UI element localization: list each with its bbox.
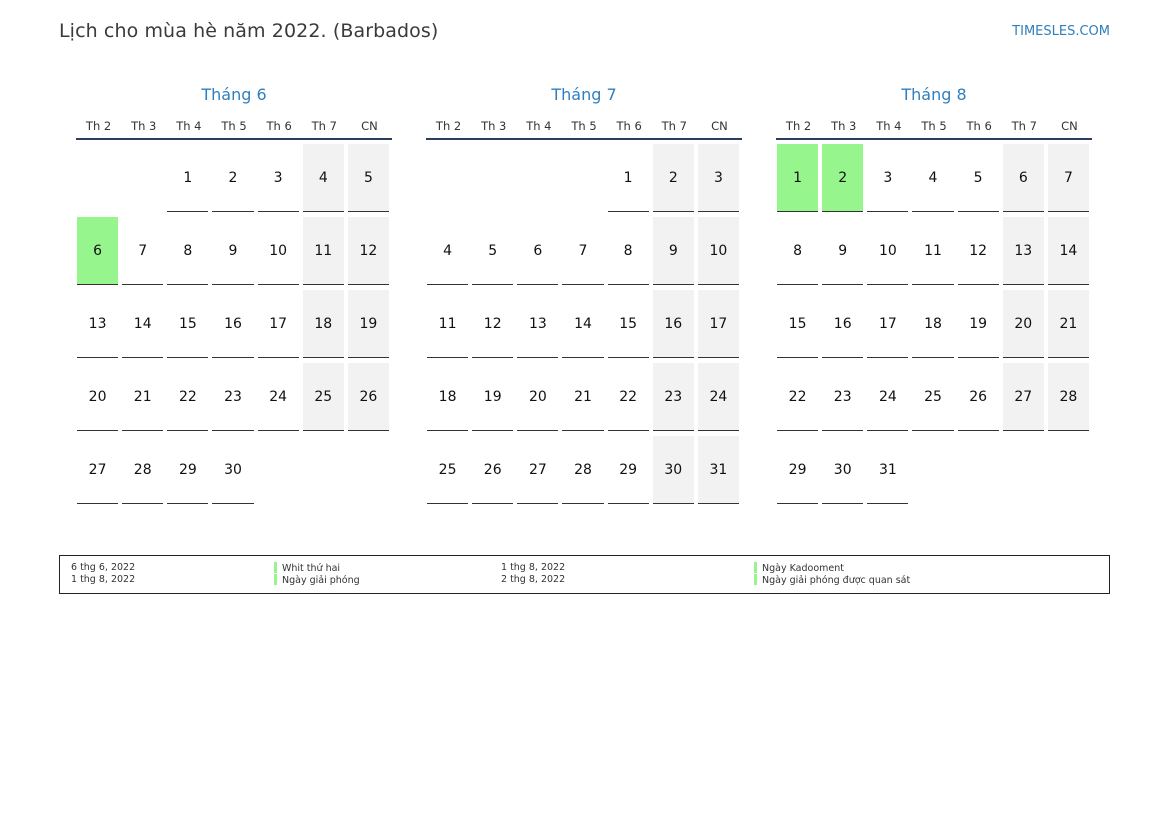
empty-cell [257,436,302,509]
day-number: 27 [77,436,118,504]
day-cell[interactable] [516,290,561,363]
day-cell[interactable] [257,290,302,363]
day-cell[interactable] [211,436,256,509]
day-number: 16 [822,290,863,358]
legend-names-col-1 [274,562,360,586]
day-cell[interactable] [76,217,121,290]
day-number: 2 [212,144,253,212]
day-cell[interactable] [166,144,211,217]
day-cell[interactable] [561,217,606,290]
day-number: 24 [258,363,299,431]
day-number: 30 [653,436,694,504]
day-cell[interactable] [561,363,606,436]
legend-holiday-name: Ngày giải phóng được quan sát [762,575,911,586]
day-number: 28 [1048,363,1089,431]
month-title: Tháng 7 [551,85,617,104]
holiday-color-marker [754,562,757,573]
day-cell[interactable] [866,290,911,363]
day-number: 31 [698,436,739,504]
day-cell[interactable] [866,217,911,290]
day-cell[interactable] [607,436,652,509]
day-cell[interactable] [776,363,821,436]
day-cell[interactable] [821,217,866,290]
day-number: 9 [212,217,253,285]
legend-names-col-2 [754,562,910,586]
day-cell[interactable] [302,217,347,290]
month-grid [76,144,392,509]
legend-dates-col-2 [501,562,565,586]
day-number: 30 [212,436,253,504]
day-number: 29 [777,436,818,504]
day-cell[interactable] [166,436,211,509]
day-cell[interactable] [561,436,606,509]
weekday-label: Th 6 [966,119,992,133]
day-number: 9 [822,217,863,285]
day-number: 9 [653,217,694,285]
day-number: 8 [167,217,208,285]
weekday-label: Th 6 [616,119,642,133]
day-number: 6 [517,217,558,285]
day-number: 5 [958,144,999,212]
day-cell[interactable] [1002,144,1047,217]
week-row [426,290,742,363]
weekday-label: Th 4 [176,119,202,133]
empty-cell [516,144,561,217]
holiday-color-marker [274,562,277,573]
day-number: 5 [472,217,513,285]
day-number: 7 [562,217,603,285]
week-row [76,436,392,509]
weekday-label: Th 2 [785,119,812,133]
day-number: 25 [427,436,468,504]
day-cell[interactable] [257,217,302,290]
day-cell[interactable] [911,144,956,217]
day-number: 15 [167,290,208,358]
day-number: 21 [1048,290,1089,358]
legend-holiday-name: Ngày giải phóng [282,575,360,586]
empty-cell [302,436,347,509]
day-number: 10 [867,217,908,285]
holiday-color-marker [754,574,757,585]
holiday-color-marker [274,574,277,585]
day-cell[interactable] [652,436,697,509]
day-number: 10 [698,217,739,285]
day-number: 15 [608,290,649,358]
day-cell[interactable] [561,290,606,363]
day-cell[interactable] [471,290,516,363]
day-number: 17 [258,290,299,358]
day-number: 4 [912,144,953,212]
day-cell[interactable] [652,363,697,436]
empty-cell [911,436,956,509]
day-cell[interactable] [821,144,866,217]
day-number: 20 [517,363,558,431]
day-number: 25 [303,363,344,431]
month-grid [426,144,742,509]
day-cell[interactable] [211,144,256,217]
day-cell[interactable] [76,290,121,363]
day-cell[interactable] [866,144,911,217]
day-cell[interactable] [652,217,697,290]
day-cell[interactable] [1002,363,1047,436]
day-number: 21 [122,363,163,431]
day-number: 24 [698,363,739,431]
day-number: 3 [867,144,908,212]
day-number: 17 [698,290,739,358]
day-cell[interactable] [866,363,911,436]
day-cell[interactable] [652,144,697,217]
day-number: 23 [822,363,863,431]
day-number: 24 [867,363,908,431]
day-number: 4 [427,217,468,285]
holiday-legend [59,555,1110,594]
day-cell[interactable] [652,290,697,363]
day-cell[interactable] [697,144,742,217]
day-number: 28 [122,436,163,504]
day-cell[interactable] [426,290,471,363]
day-cell[interactable] [697,290,742,363]
day-cell[interactable] [257,363,302,436]
day-number: 29 [167,436,208,504]
day-cell[interactable] [821,363,866,436]
legend-holiday [274,574,360,586]
week-row [426,363,742,436]
day-cell[interactable] [347,217,392,290]
weekday-label: Th 7 [311,119,337,133]
day-cell[interactable] [697,363,742,436]
day-cell[interactable] [302,290,347,363]
weekday-header [76,118,392,140]
day-number: 11 [303,217,344,285]
weekday-label: Th 3 [831,119,857,133]
day-number: 14 [562,290,603,358]
day-cell[interactable] [471,217,516,290]
day-cell[interactable] [347,363,392,436]
day-number: 3 [258,144,299,212]
day-cell[interactable] [957,217,1002,290]
day-cell[interactable] [347,144,392,217]
day-cell[interactable] [166,290,211,363]
day-cell[interactable] [76,363,121,436]
day-cell[interactable] [211,290,256,363]
legend-date: 6 thg 6, 2022 [71,562,136,573]
day-number: 19 [348,290,389,358]
day-number: 11 [912,217,953,285]
day-number: 12 [958,217,999,285]
site-link[interactable]: TIMESLES.COM [1012,24,1110,39]
weekday-label: Th 4 [876,119,902,133]
day-number: 12 [348,217,389,285]
day-number: 4 [303,144,344,212]
week-row [76,290,392,363]
month-grid [776,144,1092,509]
weekday-label: Th 3 [481,119,507,133]
day-cell[interactable] [121,436,166,509]
day-cell[interactable] [76,436,121,509]
day-cell[interactable] [347,290,392,363]
legend-dates-col-1 [71,562,135,586]
day-cell[interactable] [911,363,956,436]
day-number: 28 [562,436,603,504]
legend-date: 1 thg 8, 2022 [501,562,566,573]
legend-holiday [754,562,910,574]
day-number: 8 [608,217,649,285]
day-number: 13 [1003,217,1044,285]
empty-cell [426,144,471,217]
legend-holiday-name: Whit thứ hai [282,563,341,574]
day-number: 27 [517,436,558,504]
page-title: Lịch cho mùa hè năm 2022. (Barbados) [59,20,439,42]
weekday-label: Th 6 [266,119,292,133]
month-title: Tháng 6 [201,85,267,104]
day-cell[interactable] [211,217,256,290]
day-cell[interactable] [516,217,561,290]
day-cell[interactable] [776,436,821,509]
week-row [426,144,742,217]
empty-cell [121,144,166,217]
week-row [76,363,392,436]
empty-cell [1047,436,1092,509]
month-august [776,84,1092,509]
day-number: 19 [958,290,999,358]
day-number: 18 [427,363,468,431]
weekday-label: Th 7 [661,119,687,133]
day-number: 31 [867,436,908,504]
legend-holiday [274,562,360,574]
empty-cell [471,144,516,217]
day-cell[interactable] [866,436,911,509]
day-cell[interactable] [516,363,561,436]
day-number: 1 [608,144,649,212]
day-cell[interactable] [776,290,821,363]
day-number: 26 [472,436,513,504]
day-cell[interactable] [471,363,516,436]
day-cell[interactable] [121,217,166,290]
day-number: 6 [1003,144,1044,212]
weekday-label: Th 2 [435,119,462,133]
day-cell[interactable] [911,290,956,363]
day-cell[interactable] [1002,217,1047,290]
week-row [776,217,1092,290]
empty-cell [347,436,392,509]
week-row [426,217,742,290]
day-number: 19 [472,363,513,431]
weekday-label: Th 5 [221,119,247,133]
day-cell[interactable] [166,363,211,436]
day-cell[interactable] [426,436,471,509]
week-row [426,436,742,509]
weekday-label: CN [1061,119,1078,133]
day-cell[interactable] [121,363,166,436]
day-cell[interactable] [821,290,866,363]
day-number: 6 [77,217,118,285]
day-cell[interactable] [121,290,166,363]
day-number: 29 [608,436,649,504]
weekday-label: Th 4 [526,119,552,133]
day-cell[interactable] [607,363,652,436]
day-number: 7 [1048,144,1089,212]
week-row [776,363,1092,436]
day-cell[interactable] [607,290,652,363]
legend-holiday-name: Ngày Kadooment [762,563,844,574]
day-cell[interactable] [911,217,956,290]
day-number: 15 [777,290,818,358]
day-number: 23 [212,363,253,431]
day-number: 30 [822,436,863,504]
day-number: 16 [653,290,694,358]
day-number: 13 [517,290,558,358]
day-cell[interactable] [1047,144,1092,217]
month-july [426,84,742,509]
day-number: 7 [122,217,163,285]
day-number: 22 [167,363,208,431]
weekday-header [776,118,1092,140]
day-cell[interactable] [697,217,742,290]
day-cell[interactable] [257,144,302,217]
day-cell[interactable] [516,436,561,509]
empty-cell [957,436,1002,509]
day-cell[interactable] [1047,290,1092,363]
day-number: 18 [303,290,344,358]
legend-date: 1 thg 8, 2022 [71,574,136,585]
week-row [76,217,392,290]
day-cell[interactable] [471,436,516,509]
day-number: 27 [1003,363,1044,431]
day-cell[interactable] [426,363,471,436]
day-cell[interactable] [211,363,256,436]
weekday-label: Th 7 [1011,119,1037,133]
day-cell[interactable] [697,436,742,509]
day-number: 1 [777,144,818,212]
day-cell[interactable] [1002,290,1047,363]
day-cell[interactable] [776,217,821,290]
day-number: 20 [77,363,118,431]
day-number: 14 [122,290,163,358]
day-number: 14 [1048,217,1089,285]
day-number: 18 [912,290,953,358]
weekday-label: CN [361,119,378,133]
day-number: 1 [167,144,208,212]
day-cell[interactable] [302,144,347,217]
day-number: 26 [348,363,389,431]
weekday-header [426,118,742,140]
week-row [776,144,1092,217]
day-number: 5 [348,144,389,212]
empty-cell [1002,436,1047,509]
day-number: 2 [653,144,694,212]
day-number: 8 [777,217,818,285]
day-cell[interactable] [1047,217,1092,290]
day-number: 20 [1003,290,1044,358]
day-number: 16 [212,290,253,358]
day-number: 21 [562,363,603,431]
weekday-label: Th 3 [131,119,157,133]
day-number: 2 [822,144,863,212]
day-cell[interactable] [426,217,471,290]
week-row [776,290,1092,363]
day-number: 3 [698,144,739,212]
weekday-label: Th 5 [571,119,597,133]
week-row [76,144,392,217]
empty-cell [76,144,121,217]
month-title: Tháng 8 [901,85,967,104]
day-number: 17 [867,290,908,358]
empty-cell [561,144,606,217]
day-cell[interactable] [776,144,821,217]
day-cell[interactable] [302,363,347,436]
weekday-label: CN [711,119,728,133]
day-cell[interactable] [821,436,866,509]
weekday-label: Th 5 [921,119,947,133]
day-cell[interactable] [166,217,211,290]
day-number: 10 [258,217,299,285]
day-number: 22 [608,363,649,431]
day-cell[interactable] [1047,363,1092,436]
day-number: 26 [958,363,999,431]
day-cell[interactable] [957,363,1002,436]
week-row [776,436,1092,509]
day-number: 23 [653,363,694,431]
legend-holiday [754,574,910,586]
day-cell[interactable] [957,290,1002,363]
day-cell[interactable] [607,217,652,290]
legend-date: 2 thg 8, 2022 [501,574,566,585]
day-number: 12 [472,290,513,358]
day-cell[interactable] [957,144,1002,217]
day-number: 22 [777,363,818,431]
day-cell[interactable] [607,144,652,217]
day-number: 25 [912,363,953,431]
weekday-label: Th 2 [85,119,112,133]
day-number: 13 [77,290,118,358]
day-number: 11 [427,290,468,358]
month-june [76,84,392,509]
